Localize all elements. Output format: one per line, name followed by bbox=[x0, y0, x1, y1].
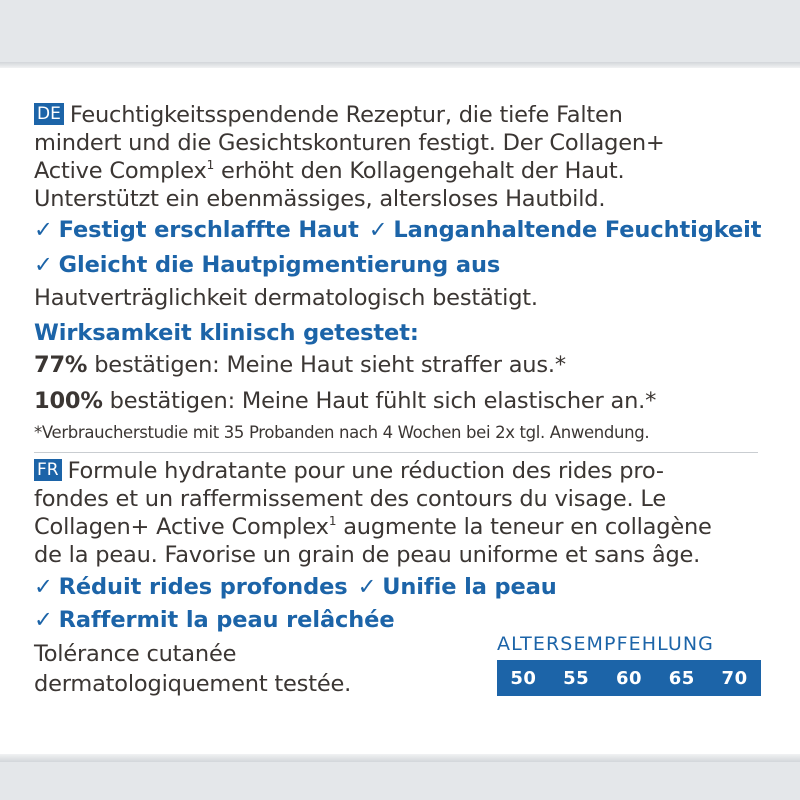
fr-line-2: fondes et un raffermissement des contours du visage. Le bbox=[34, 486, 667, 512]
de-efficacy-heading: Wirksamkeit klinisch getestet: bbox=[34, 320, 419, 346]
de-benefit-2: Langanhaltende Feuchtigkeit bbox=[393, 217, 762, 243]
fr-tolerance-2: dermatologiquement testée. bbox=[34, 671, 352, 697]
de-text-3b: erhöht den Kollagengehalt der Haut. bbox=[221, 158, 625, 184]
de-tolerance: Hautverträglichkeit dermatologisch bestätigt. bbox=[34, 285, 538, 311]
de-stat-1-pct: 77% bbox=[34, 352, 88, 378]
age-value-65: 65 bbox=[668, 667, 695, 689]
fr-benefit-3: Raffermit la peau relâchée bbox=[58, 607, 395, 633]
age-value-55: 55 bbox=[563, 667, 590, 689]
de-benefits-row-2 bbox=[34, 251, 500, 279]
fr-line-1 bbox=[34, 457, 664, 485]
age-value-70: 70 bbox=[721, 667, 748, 689]
fr-benefit-1: Réduit rides profondes bbox=[58, 574, 348, 600]
de-stat-2 bbox=[34, 387, 656, 415]
fr-benefits-row-2 bbox=[34, 606, 395, 634]
fr-text-3b: augmente la teneur en collagène bbox=[343, 514, 712, 540]
de-stat-1 bbox=[34, 351, 566, 379]
checkmark-icon: ✓ bbox=[357, 574, 377, 600]
de-footnote-marker: 1 bbox=[206, 158, 215, 172]
fr-text-3a: Collagen+ Active Complex bbox=[34, 514, 329, 540]
de-text-1: Feuchtigkeitsspendende Rezeptur, die tiefe Falten bbox=[69, 102, 623, 128]
checkmark-icon: ✓ bbox=[34, 252, 53, 278]
box-edge-bottom bbox=[0, 754, 800, 762]
checkmark-icon: ✓ bbox=[34, 607, 53, 633]
fr-footnote-marker: 1 bbox=[328, 514, 337, 528]
age-recommendation-label: ALTERSEMPFEHLUNG bbox=[497, 633, 714, 655]
de-benefit-3: Gleicht die Hautpigmentierung aus bbox=[58, 252, 501, 278]
age-value-60: 60 bbox=[615, 667, 643, 689]
de-line-2: mindert und die Gesichtskonturen festigt. Der Collagen+ bbox=[34, 130, 665, 156]
de-stat-2-pct: 100% bbox=[34, 388, 103, 414]
checkmark-icon: ✓ bbox=[34, 217, 53, 243]
fr-line-3 bbox=[34, 513, 712, 541]
de-line-1 bbox=[34, 101, 623, 129]
fr-tolerance-1: Tolérance cutanée bbox=[34, 641, 237, 667]
de-language-tag: DE bbox=[34, 103, 64, 125]
de-text-3a: Active Complex bbox=[34, 158, 207, 184]
fr-benefits-row-1 bbox=[34, 573, 557, 601]
de-benefits-row-1 bbox=[34, 216, 761, 244]
section-divider bbox=[34, 452, 758, 453]
de-line-4: Unterstützt ein ebenmässiges, altersloses Hautbild. bbox=[34, 186, 606, 212]
de-stat-2-text: bestätigen: Meine Haut fühlt sich elastischer an.* bbox=[109, 388, 657, 414]
age-value-50: 50 bbox=[510, 667, 537, 689]
fr-benefit-2: Unifie la peau bbox=[382, 574, 557, 600]
fr-line-4: de la peau. Favorise un grain de peau uniforme et sans âge. bbox=[34, 542, 701, 568]
checkmark-icon: ✓ bbox=[368, 217, 388, 243]
de-footnote: *Verbraucherstudie mit 35 Probanden nach 4 Wochen bei 2x tgl. Anwendung. bbox=[34, 423, 650, 442]
checkmark-icon: ✓ bbox=[34, 574, 53, 600]
de-stat-1-text: bestätigen: Meine Haut sieht straffer aus.* bbox=[94, 352, 566, 378]
age-recommendation-bar bbox=[497, 660, 761, 696]
fr-language-tag: FR bbox=[34, 459, 62, 481]
fr-text-1: Formule hydratante pour une réduction des rides pro- bbox=[67, 458, 664, 484]
de-line-3 bbox=[34, 157, 625, 185]
de-benefit-1: Festigt erschlaffte Haut bbox=[58, 217, 359, 243]
